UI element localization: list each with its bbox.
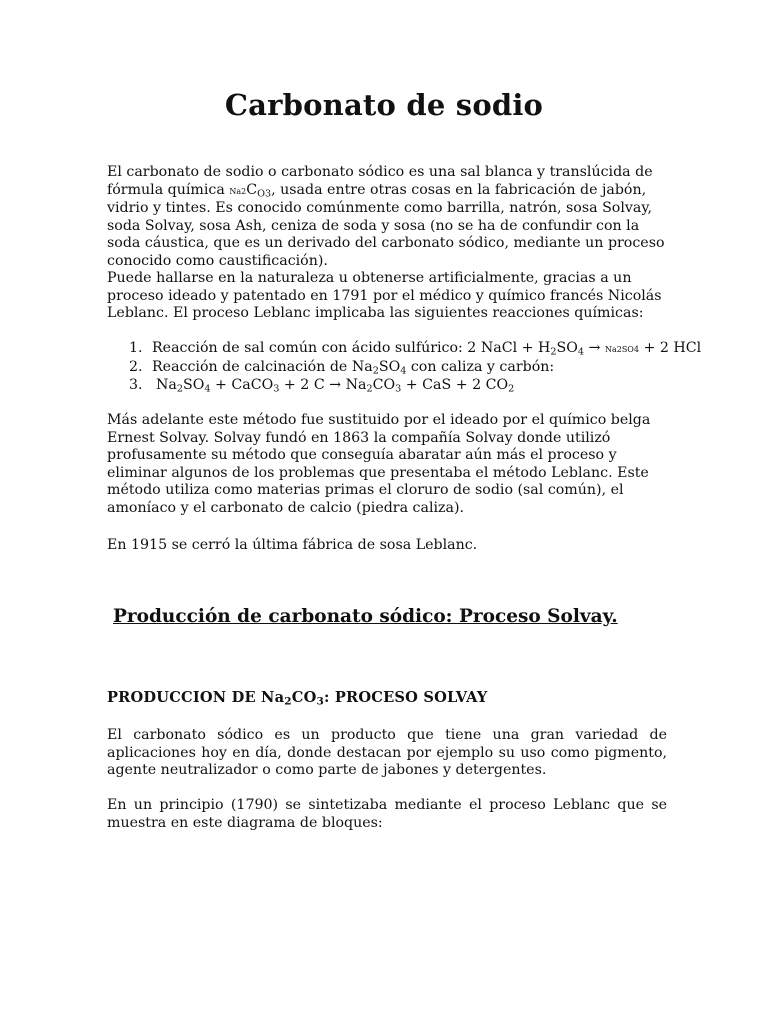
subsection-heading-c: : PROCESO SOLVAY	[324, 689, 488, 706]
reaction-item-2	[129, 359, 701, 377]
reaction-2-sub2: 4	[400, 365, 407, 377]
reaction-2-text: Reacción de calcinación de Na	[152, 358, 373, 375]
reaction-2-text2: SO	[378, 358, 401, 375]
reaction-3-a2: SO	[183, 376, 205, 393]
reaction-3-d-sub: 2	[508, 383, 515, 394]
reaction-3-a: Na	[156, 376, 177, 393]
reaction-3-b-sub: 3	[273, 383, 280, 394]
intro-formula-main: C	[246, 181, 258, 198]
intro-formula-small: Na2	[229, 186, 247, 196]
history-paragraph: En un principio (1790) se sintetizaba mediante el proceso Leblanc que se muestra en este diagrama de bloques:	[107, 797, 667, 831]
reaction-3-d: + CaS + 2 CO	[401, 376, 509, 393]
reaction-item-1	[129, 340, 701, 359]
subsection-heading-b: CO	[291, 689, 317, 706]
reaction-3-c-sub1: 2	[366, 383, 373, 394]
reaction-1-text: Reacción de sal común con ácido sulfúrico: 2 NaCl + H	[152, 340, 551, 356]
reactions-list	[129, 340, 701, 394]
applications-paragraph: El carbonato sódico es un producto que tiene una gran variedad de aplicaciones hoy en día, donde destacan por ejemplo su uso como pigmento, agente neutralizador o como parte de jabones y detergentes.	[107, 727, 667, 779]
reaction-2-sub: 2	[372, 365, 379, 377]
reaction-1-end: + 2 HCl	[638, 340, 702, 356]
intro-text-1: El carbonato de sodio o carbonato sódico es una sal blanca y translúcida de fórmula química	[107, 164, 653, 198]
reaction-1-arrow: →	[584, 340, 605, 356]
reaction-2-end: con caliza y carbón:	[406, 358, 555, 375]
intro-formula-sub: O3	[257, 188, 272, 199]
leblanc-paragraph: Puede hallarse en la naturaleza u obtenerse artificialmente, gracias a un proceso ideado y patentado en 1791 por el médico y químico francés Nicolás Leblanc. El proceso Leblanc implicaba las siguientes reacciones químicas:	[107, 270, 662, 322]
reaction-1-text2: SO	[556, 340, 578, 356]
reaction-3-c-sub2: 3	[395, 383, 402, 394]
closure-paragraph: En 1915 se cerró la última fábrica de sosa Leblanc.	[107, 537, 478, 553]
reaction-1-small: Na2SO4	[604, 345, 639, 354]
intro-text-2: , usada entre otras cosas en la fabricación de jabón, vidrio y tintes. Es conocido comúnmente como barrilla, natrón, sosa Solvay, soda Solvay, sosa Ash, ceniza de soda y sosa (no se ha de confundir con la soda cáustica, que es un derivado del carbonato sódico, mediante un proceso conocido como caustificación).	[107, 181, 665, 269]
reaction-1-sub: 2	[550, 346, 557, 358]
reaction-3-a-sub2: 4	[204, 383, 211, 394]
page-title: Carbonato de sodio	[224, 88, 544, 122]
reaction-item-3	[129, 377, 701, 395]
solvay-paragraph: Más adelante este método fue sustituido por el ideado por el químico belga Ernest Solvay. Solvay fundó en 1863 la compañía Solvay donde utilizó profusamente su método que conseguía abaratar aún más el proceso y eliminar algunos de los problemas que presentaba el método Leblanc. Este método utiliza como materias primas el cloruro de sodio (sal común), el amoníaco y el carbonato de calcio (piedra caliza).	[107, 412, 651, 516]
section-heading: Producción de carbonato sódico: Proceso Solvay.	[113, 606, 618, 627]
reaction-number-3: 3.	[129, 376, 143, 393]
reaction-number-1: 1.	[129, 340, 143, 356]
intro-paragraph	[107, 164, 667, 271]
reaction-3-a-sub1: 2	[176, 383, 184, 394]
reaction-3-b: + CaCO	[210, 376, 274, 393]
reaction-number-2: 2.	[129, 358, 143, 375]
reaction-3-c2: CO	[372, 376, 396, 393]
subsection-heading-a: PRODUCCION DE Na	[107, 689, 285, 706]
subsection-heading	[107, 689, 488, 706]
reaction-3-c: + 2 C → Na	[279, 376, 367, 393]
reaction-1-sub2: 4	[577, 346, 585, 358]
subsection-heading-sub2: 3	[316, 695, 325, 708]
subsection-heading-sub1: 2	[284, 695, 292, 708]
